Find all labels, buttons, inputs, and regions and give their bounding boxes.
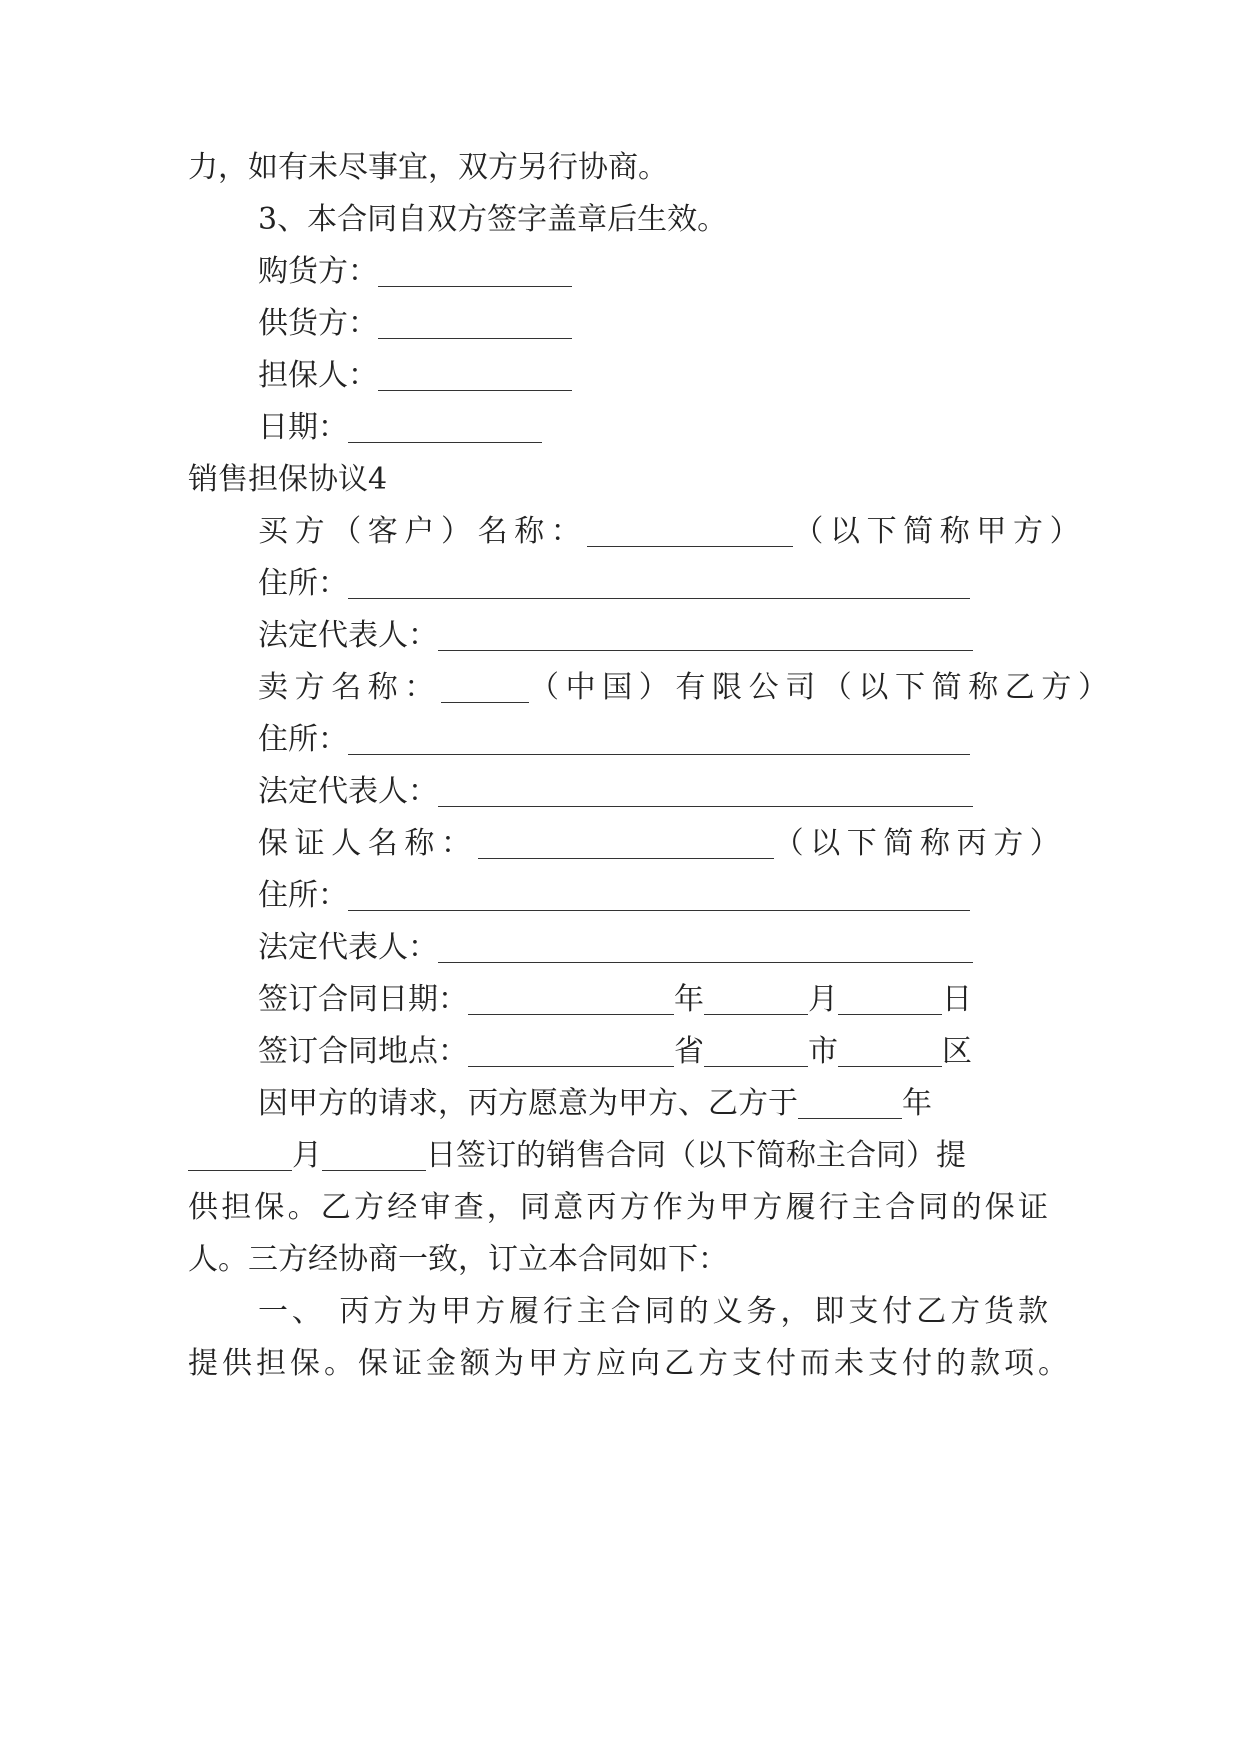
party-b-address: 住所： bbox=[258, 720, 970, 760]
paragraph-2-line-1: 一、 丙方为甲方履行主合同的义务，即支付乙方货款 bbox=[258, 1294, 1048, 1329]
party-a-address: 住所： bbox=[258, 564, 970, 604]
paragraph-line: 力，如有未尽事宜，双方另行协商。 bbox=[188, 150, 668, 185]
date-blank bbox=[348, 412, 542, 443]
party-c-rep: 法定代表人： bbox=[258, 928, 973, 968]
sign-place-line: 签订合同地点： 省 市 区 bbox=[258, 1034, 972, 1069]
paragraph-1-line-4: 人。三方经协商一致，订立本合同如下： bbox=[188, 1242, 728, 1277]
party-b-name-blank bbox=[441, 672, 529, 703]
supplier-signature-line: 供货方： bbox=[258, 304, 572, 344]
paragraph-1-line-3: 供担保。乙方经审查，同意丙方作为甲方履行主合同的保证 bbox=[188, 1190, 1048, 1225]
party-b-rep: 法定代表人： bbox=[258, 772, 973, 812]
party-c-name-blank bbox=[478, 828, 774, 859]
party-b-rep-blank bbox=[438, 776, 973, 807]
guarantor-signature-line: 担保人： bbox=[258, 356, 572, 396]
party-b-name: 卖方名称： （中国）有限公司（以下简称乙方） bbox=[258, 670, 1115, 705]
party-a-address-blank bbox=[348, 568, 970, 599]
party-c-name: 保证人名称： （以下简称丙方） bbox=[258, 826, 1067, 861]
paragraph-1-line-1: 因甲方的请求，丙方愿意为甲方、乙方于 年 bbox=[258, 1086, 932, 1121]
sign-date-line: 签订合同日期： 年 月 日 bbox=[258, 982, 972, 1017]
party-b-address-blank bbox=[348, 724, 970, 755]
date-line: 日期： bbox=[258, 408, 542, 448]
paragraph-1-line-2: 月 日签订的销售合同（以下简称主合同）提 bbox=[188, 1136, 966, 1176]
party-c-address: 住所： bbox=[258, 876, 970, 916]
party-c-rep-blank bbox=[438, 932, 973, 963]
party-c-address-blank bbox=[348, 880, 970, 911]
party-a-name-blank bbox=[587, 516, 793, 547]
party-a-rep: 法定代表人： bbox=[258, 616, 973, 656]
supplier-blank bbox=[378, 308, 572, 339]
paragraph-2-line-2: 提供担保。保证金额为甲方应向乙方支付而未支付的款项。 bbox=[188, 1346, 1068, 1381]
buyer-signature-line: 购货方： bbox=[258, 252, 572, 292]
clause-3: 3、本合同自双方签字盖章后生效。 bbox=[258, 202, 728, 237]
party-a-name: 买方（客户）名称： （以下简称甲方） bbox=[258, 514, 1087, 549]
guarantor-blank bbox=[378, 360, 572, 391]
section-title: 销售担保协议4 bbox=[188, 462, 388, 497]
party-a-rep-blank bbox=[438, 620, 973, 651]
buyer-blank bbox=[378, 256, 572, 287]
